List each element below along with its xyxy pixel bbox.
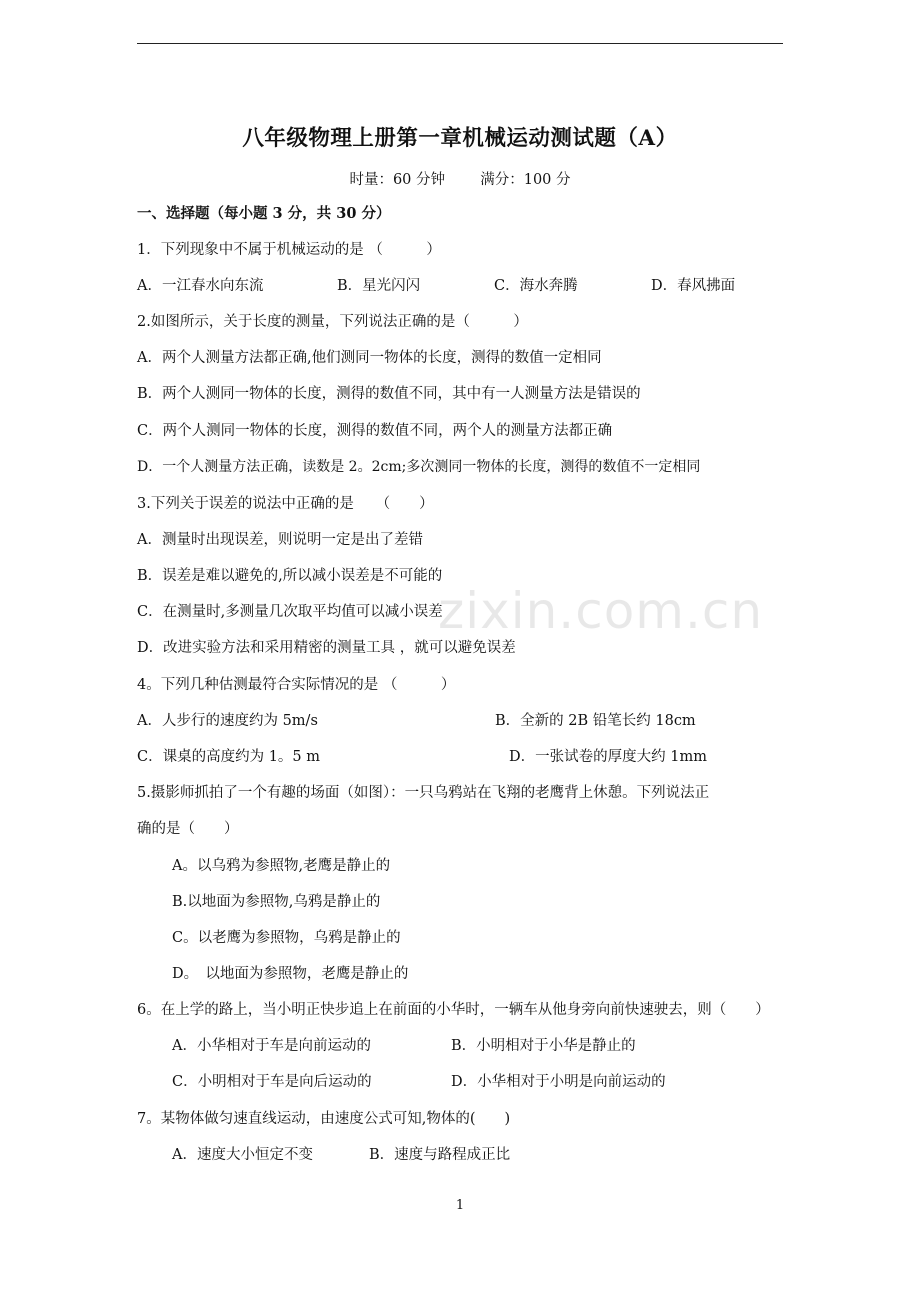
question-5-cont: 确的是（ ） <box>137 821 239 837</box>
q3-option-b: B．误差是难以避免的,所以减小误差是不可能的 <box>137 568 443 584</box>
header-rule <box>137 43 783 44</box>
q4-option-c: C．课桌的高度约为 1。5 m <box>137 749 321 765</box>
q3-option-c: C．在测量时,多测量几次取平均值可以减小误差 <box>137 604 443 620</box>
q6-option-c: C．小明相对于车是向后运动的 <box>172 1074 372 1090</box>
question-7: 7。某物体做匀速直线运动，由速度公式可知,物体的( ) <box>137 1111 511 1127</box>
question-1: 1．下列现象中不属于机械运动的是 （ ） <box>137 242 441 258</box>
q2-option-c: C．两个人测同一物体的长度，测得的数值不同，两个人的测量方法都正确 <box>137 423 613 439</box>
q4-option-a: A．人步行的速度约为 5m/s <box>137 713 318 729</box>
question-6: 6。在上学的路上，当小明正快步追上在前面的小华时，一辆车从他身旁向前快速驶去，则（ ） <box>137 1002 770 1018</box>
question-3: 3.下列关于误差的说法中正确的是 （ ） <box>137 496 434 512</box>
q7-option-a: A．速度大小恒定不变 <box>172 1147 313 1163</box>
question-2: 2.如图所示，关于长度的测量，下列说法正确的是（ ） <box>137 314 528 330</box>
q5-option-d: D。 以地面为参照物，老鹰是静止的 <box>172 966 409 982</box>
exam-meta <box>0 168 920 189</box>
exam-time: 时量：60 分钟 <box>349 172 446 188</box>
q7-option-b: B．速度与路程成正比 <box>369 1147 511 1163</box>
page-number: 1 <box>455 1198 465 1213</box>
q5-option-a: A。以乌鸦为参照物,老鹰是静止的 <box>172 858 391 874</box>
q2-option-a: A．两个人测量方法都正确,他们测同一物体的长度，测得的数值一定相同 <box>137 350 602 366</box>
q1-option-c: C．海水奔腾 <box>494 278 578 294</box>
watermark: zixin.com.cn <box>438 582 764 640</box>
q4-option-b: B．全新的 2B 铅笔长约 18cm <box>495 713 696 729</box>
q3-option-a: A．测量时出现误差，则说明一定是出了差错 <box>137 532 423 548</box>
q1-option-a: A．一江春水向东流 <box>137 278 264 294</box>
q1-option-d: D．春风拂面 <box>651 278 736 294</box>
q4-option-d: D．一张试卷的厚度大约 1mm <box>509 749 707 765</box>
q2-option-b: B．两个人测同一物体的长度，测得的数值不同，其中有一人测量方法是错误的 <box>137 386 641 402</box>
q6-option-b: B．小明相对于小华是静止的 <box>451 1038 636 1054</box>
q1-option-b: B．星光闪闪 <box>337 278 421 294</box>
q6-option-d: D．小华相对于小明是向前运动的 <box>451 1074 666 1090</box>
q5-option-b: B.以地面为参照物,乌鸦是静止的 <box>172 894 381 910</box>
q3-option-d: D．改进实验方法和采用精密的测量工具 ，就可以避免误差 <box>137 640 516 656</box>
q2-option-d: D．一个人测量方法正确，读数是 2。2cm;多次测同一物体的长度，测得的数值不一定相同 <box>137 459 701 475</box>
exam-score: 满分：100 分 <box>480 172 571 188</box>
q6-option-a: A．小华相对于车是向前运动的 <box>172 1038 371 1054</box>
question-5: 5.摄影师抓拍了一个有趣的场面（如图）：一只乌鸦站在飞翔的老鹰背上休憩。下列说法正 <box>137 785 710 801</box>
q5-option-c: C。以老鹰为参照物，乌鸦是静止的 <box>172 930 401 946</box>
page-title: 八年级物理上册第一章机械运动测试题（A） <box>242 126 678 151</box>
section-heading: 一、选择题（每小题 3 分，共 30 分） <box>137 205 391 222</box>
question-4: 4。下列几种估测最符合实际情况的是 （ ） <box>137 677 456 693</box>
